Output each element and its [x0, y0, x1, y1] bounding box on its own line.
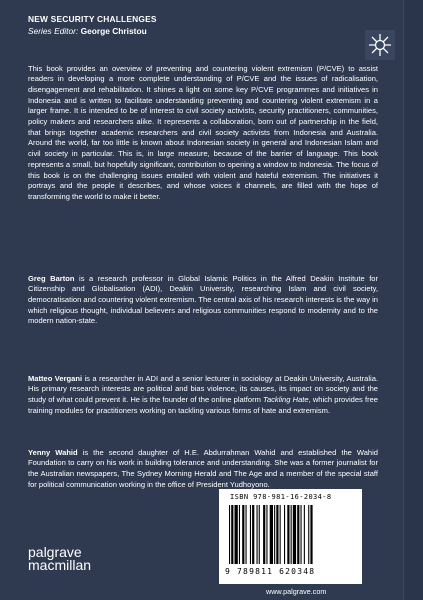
author-name: Greg Barton [28, 273, 75, 283]
series-editor [28, 26, 147, 36]
publisher-logo-line2: macmillan [28, 557, 92, 573]
author-name: Yenny Wahid [28, 447, 78, 457]
book-description: This book provides an overview of preventing and countering violent extremism (P/CVE) to assist readers in developing a more complete understanding of P/CVE and the issues of radicalisation, disengagement and rehabilitation. It shines a light on some key P/CVE programmes and initiatives in Indonesia and is written to facilitate understanding preventing and countering violent extremism in a larger frame. It is intended to be of interest to civil society activists, security practitioners, communities, policy makers and researchers alike. It represents a collaboration, born out of partnership in the field, that brings together academic researchers and civil society activists from Indonesia and Australia. Around the world, far too little is known about Indonesian society in general and Indonesian Islam and civil society in particular. This is, in large measure, because of the barrier of language. This book represents a small, but hopefully significant, contribution to opening a window to Indonesia. The focus of this book is on the challenging issues entailed with violent and hateful extremism. The initiatives it portrays and the people it describes, and whose voices it channels, are filled with the hope of transforming the world to make it better. [28, 63, 378, 201]
author-bio-greg-barton [28, 274, 378, 328]
publisher-url: www.palgrave.com [266, 587, 327, 596]
author-name: Matteo Vergani [28, 373, 83, 383]
author-bio-text: , which provides free training modules for practitioners working on tackling various forms of hate and extremism. [28, 394, 378, 415]
author-bio-text: is the second daughter of H.E. Abdurrahman Wahid and established the Wahid Foundation to carry on his work in building tolerance and understanding. She was a former journalist for the Australian newspapers, The Sydney Morning Herald and The Age and a member of the special staff for political communication working in the office of President Yudhoyono. [28, 447, 379, 489]
publisher-logo [28, 546, 91, 572]
publisher-logo-line1: palgrave [28, 544, 82, 560]
author-bio-matteo-vergani [28, 374, 378, 417]
series-editor-label: Series Editor: [28, 26, 79, 36]
series-title: NEW SECURITY CHALLENGES [28, 14, 157, 24]
platform-name: Tackling Hate [263, 394, 309, 404]
barcode-digits: 9 789811 620348 [225, 567, 316, 576]
isbn-number: ISBN 978-981-16-2034-8 [230, 493, 332, 501]
barcode-image [227, 505, 355, 564]
author-bio-yenny-wahid [28, 448, 378, 491]
isbn-barcode-box [219, 489, 362, 584]
series-editor-name: George Christou [80, 26, 147, 36]
author-bio-text: is a researcher in ADI and a senior lecturer in sociology at Deakin University, Australia. His primary research interests are political and bias violence, its causes, its impact on society and the study of what could prevent it. He is the founder of the online platform [28, 373, 378, 404]
spine-edge [403, 0, 423, 600]
palgrave-pivot-star-icon [365, 30, 395, 60]
author-bio-text: is a research professor in Global Islamic Politics in the Alfred Deakin Institute for Citizenship and Globalisation (ADI), Deakin University, researching Islam and civil society, democratisation and countering violent extremism. The central axis of his research interests is the way in which religious thought, individual believers and religious communities respond to modernity and to the modern nation-state. [28, 273, 379, 326]
